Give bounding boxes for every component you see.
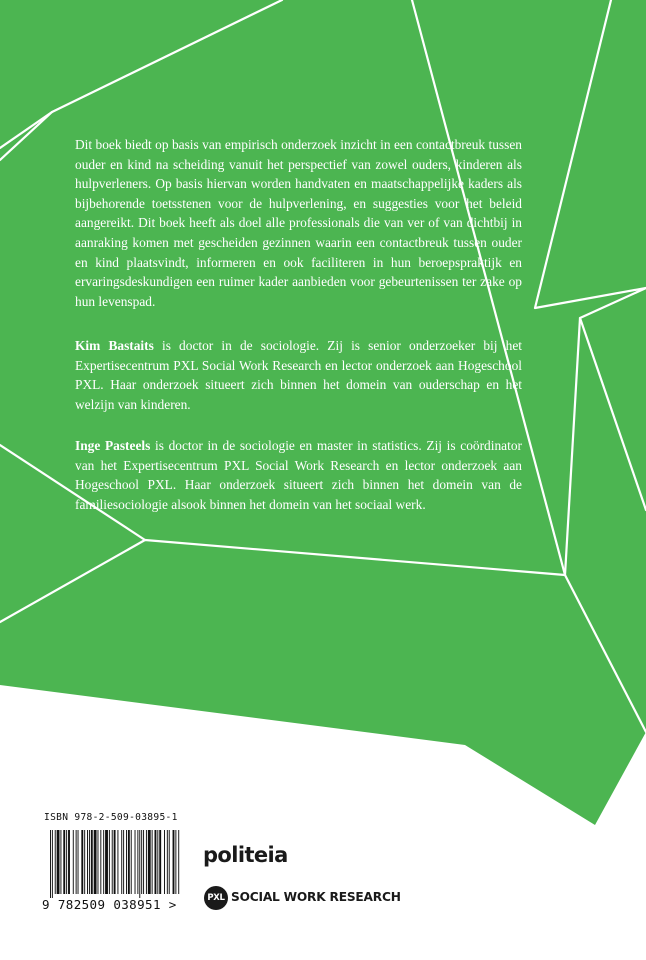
barcode-bar [100, 830, 101, 894]
barcode-bar [135, 830, 136, 894]
politeia-logo: politeia [203, 843, 288, 867]
barcode-icon [50, 830, 182, 898]
barcode-bar [121, 830, 122, 894]
barcode-bar [55, 830, 56, 894]
isbn-barcode [42, 812, 192, 922]
barcode-bar [109, 830, 110, 894]
barcode-bar [139, 830, 140, 898]
barcode-bar [117, 830, 118, 894]
isbn-label: ISBN 978-2-509-03895-1 [44, 812, 178, 823]
barcode-bar [84, 830, 85, 894]
author-name: Inge Pasteels [75, 438, 151, 453]
isbn-digits: 9 782509 038951 > [42, 897, 177, 912]
back-cover-blurb: Dit boek biedt op basis van empirisch onderzoek inzicht in een contactbreuk tussen ouder en kind na scheiding vanuit het perspectief van zowel ouders, kinderen als hulpverleners. Op basis hiervan worden handvaten en maatschappelijke kaders als bijbehorende toetsstenen voor de hulpverlening, en suggesties voor het beleid aangereikt. Dit boek heeft als doel alle professionals die van ver of van dichtbij in aanraking komen met gescheiden gezinnen waarin een contactbreuk tussen ouder en kind plaatsvindt, informeren en ook faciliteren in hun beroepspraktijk en ervaringsdeskundigen een ruimer kader aanbieden voor gebeurtenissen ter zake op hun levenspad. [75, 137, 522, 309]
barcode-bar [91, 830, 93, 894]
pxl-logo-text: SOCIAL WORK RESEARCH [231, 890, 401, 904]
barcode-bar [87, 830, 88, 894]
barcode-bar [131, 830, 132, 894]
author-bio-kim-bastaits [75, 336, 522, 414]
barcode-bar [159, 830, 161, 894]
barcode-bar [63, 830, 65, 894]
barcode-bar [173, 830, 175, 894]
author-bio-inge-pasteels [75, 436, 522, 514]
barcode-bar [164, 830, 165, 894]
barcode-bar [89, 830, 90, 894]
barcode-bar [57, 830, 60, 894]
barcode-bar [157, 830, 158, 894]
pxl-social-work-research-logo [204, 885, 404, 911]
author-name: Kim Bastaits [75, 338, 154, 353]
barcode-bar [50, 830, 51, 898]
barcode-bar [105, 830, 108, 894]
barcode-bar [76, 830, 77, 894]
barcode-bar [148, 830, 151, 894]
barcode-bar [169, 830, 170, 894]
barcode-bar [141, 830, 142, 894]
barcode-bar [143, 830, 144, 894]
barcode-bar [68, 830, 70, 894]
barcode-bar [73, 830, 74, 894]
barcode-bar [178, 830, 179, 894]
barcode-bar [175, 830, 176, 894]
barcode-bar [167, 830, 168, 894]
barcode-bar [81, 830, 83, 894]
author-bio-text: is doctor in de sociologie en master in statistics. Zij is coördinator van het Expertisecentrum PXL Social Work Research en lector onderzoek aan Hogeschool PXL. Haar onderzoek situeert zich binnen het domein van de familiesociologie alsook binnen het domein van het sociaal werk. [75, 438, 522, 512]
barcode-bar [126, 830, 127, 894]
barcode-bar [78, 830, 79, 894]
author-bio-text: is doctor in de sociologie. Zij is senior onderzoeker bij het Expertisecentrum PXL Social Work Research en lector onderzoek aan Hogeschool PXL. Haar onderzoek situeert zich binnen het domein van ouderschap en het welzijn van kinderen. [75, 338, 522, 412]
barcode-bar [103, 830, 104, 894]
barcode-bar [152, 830, 153, 894]
barcode-bar [94, 830, 97, 894]
barcode-bar [155, 830, 157, 894]
barcode-bar [123, 830, 124, 894]
barcode-bar [112, 830, 113, 894]
barcode-bar [114, 830, 116, 894]
barcode-bar [66, 830, 67, 894]
pxl-badge-icon: PXL [204, 886, 228, 910]
barcode-bar [98, 830, 99, 894]
barcode-bar [128, 830, 130, 894]
barcode-bar [137, 830, 138, 894]
barcode-bar [146, 830, 147, 894]
barcode-bar [52, 830, 53, 898]
barcode-bar [60, 830, 61, 894]
